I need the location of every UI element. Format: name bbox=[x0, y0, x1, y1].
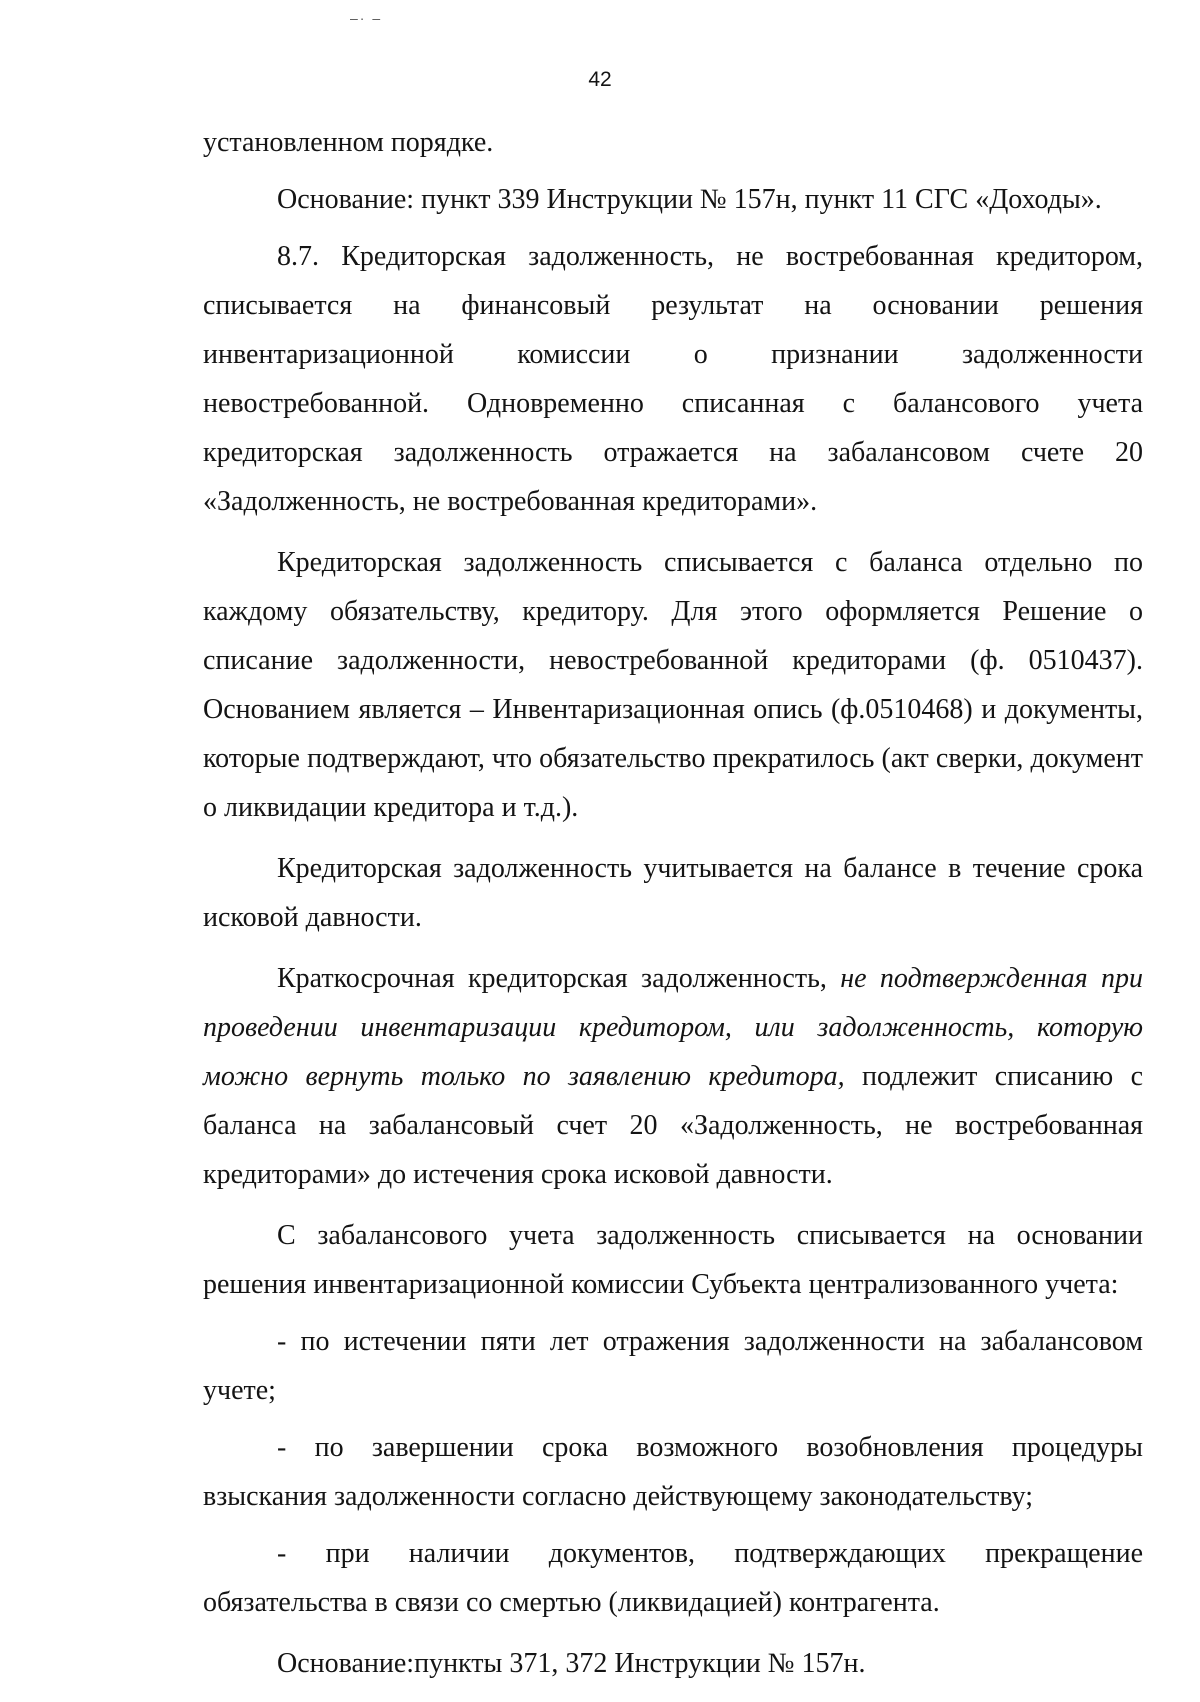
paragraph-basis-2: Основание:пункты 371, 372 Инструкции № 157н. bbox=[277, 1648, 866, 1679]
short-term-debt-lead: Краткосрочная кредиторская задолженность, bbox=[277, 963, 841, 994]
paragraph-short-term-debt bbox=[203, 954, 1143, 1199]
paragraph-limitation-period: Кредиторская задолженность учитывается на балансе в течение срока исковой давности. bbox=[203, 853, 1143, 933]
paragraph-section-8-7: 8.7. Кредиторская задолженность, не востребованная кредитором, списывается на финансовый результат на основании решения инвентаризационной комиссии о признании задолженности невостребованной. Одновременно списанная с балансового учета кредиторская задолженность отражается на забалансовом счете 20 «Задолженность, не востребованная кредиторами». bbox=[203, 241, 1143, 517]
list-item-collection-term: - по завершении срока возможного возобновления процедуры взыскания задолженности согласно действующему законодательству; bbox=[203, 1432, 1143, 1512]
short-term-debt-tail: подлежит списанию с баланса на забалансовый счет 20 «Задолженность, не востребованная кредиторами» до истечения срока исковой давности. bbox=[203, 1061, 1143, 1190]
short-term-debt-italic: не подтвержденная при проведении инвентаризации кредитором, или задолженность, которую можно вернуть только по заявлению кредитора, bbox=[203, 963, 1143, 1092]
document-body bbox=[203, 118, 1143, 1688]
scan-artifact-mark: –· – bbox=[350, 10, 383, 26]
paragraph-basis-1: Основание: пункт 339 Инструкции № 157н, пункт 11 СГС «Доходы». bbox=[277, 184, 1102, 215]
paragraph-continuation: установленном порядке. bbox=[203, 127, 494, 158]
page-number: 42 bbox=[588, 68, 612, 91]
paragraph-write-off-procedure: Кредиторская задолженность списывается с баланса отдельно по каждому обязательству, кредитору. Для этого оформляется Решение о списание задолженности, невостребованной кредиторами (ф. 0510437). Основанием является – Инвентаризационная опись (ф.0510468) и документы, которые подтверждают, что обязательство прекратилось (акт сверки, документ о ликвидации кредитора и т.д.). bbox=[203, 547, 1143, 823]
paragraph-off-balance-write-off: С забалансового учета задолженность списывается на основании решения инвентаризационной комиссии Субъекта централизованного учета: bbox=[203, 1220, 1143, 1300]
list-item-death-liquidation: - при наличии документов, подтверждающих прекращение обязательства в связи со смертью (ликвидацией) контрагента. bbox=[203, 1538, 1143, 1618]
list-item-five-years: - по истечении пяти лет отражения задолженности на забалансовом учете; bbox=[203, 1326, 1143, 1406]
